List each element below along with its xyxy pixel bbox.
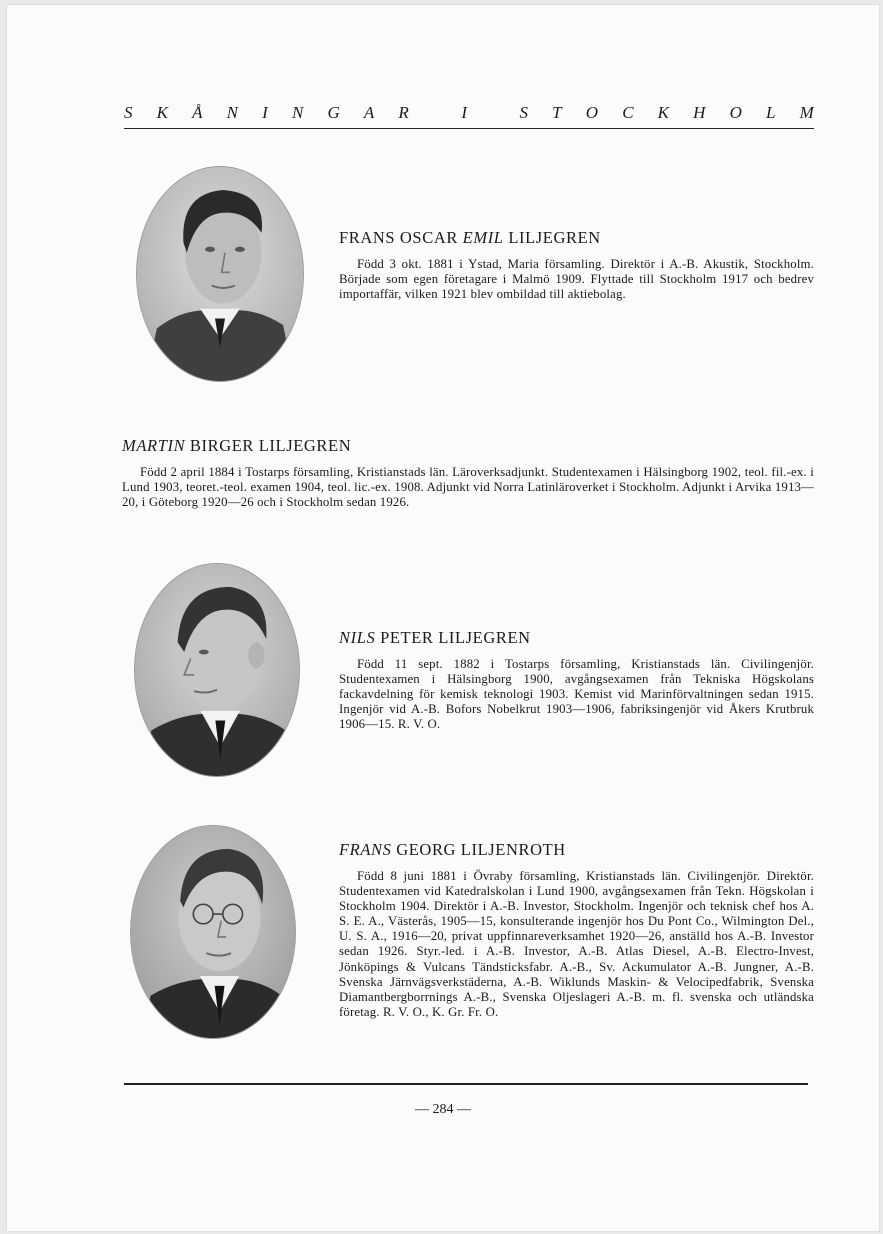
header-letter: T xyxy=(552,103,562,122)
header-letter: N xyxy=(291,103,304,122)
header-letter: K xyxy=(156,103,168,122)
name-part: FRANS OSCAR xyxy=(339,228,458,247)
name-part-italic: EMIL xyxy=(462,228,504,247)
biography-text: Född 3 okt. 1881 i Ystad, Maria församling. Direktör i A.-B. Akustik, Stockholm. Började som egen företagare i Malmö 1909. Flyttade till Stockholm 1917 och bedrev importaffär, vilken 1921 blev ombildad till aktiebolag. xyxy=(339,257,814,302)
header-letter: I xyxy=(461,103,467,122)
portrait-illustration xyxy=(131,826,295,1038)
header-space xyxy=(491,103,495,123)
biography-text: Född 11 sept. 1882 i Tostarps församling, Kristianstads län. Civilingenjör. Studentexamen i Hälsingborg 1900, avgångsexamen från Tekniska Högskolans fackavdelning för kemisk teknologi 1903. Kemist vid Marinförvaltningen sedan 1915. Ingenjör vid A.-B. Bofors Nobelkrut 1903—1906, fabriksingenjör vid Åkers Krutbruk 1906—15. R. V. O. xyxy=(339,657,814,732)
header-letter: H xyxy=(693,103,706,122)
header-letter: O xyxy=(729,103,742,122)
header-letter: R xyxy=(398,103,409,122)
biography-text: Född 2 april 1884 i Tostarps församling, Kristianstads län. Läroverksadjunkt. Studentexamen i Hälsingborg 1902, teol. fil.-ex. i Lund 1903, teoret.-teol. examen 1904, teol. lic.-ex. 1908. Adjunkt vid Norra Latinläroverket i Stockholm. Adjunkt i Arvika 1913—20, i Göteborg 1920—26 och i Stockholm sedan 1926. xyxy=(122,465,814,510)
name-part: LILJEGREN xyxy=(508,228,601,247)
header-letter: M xyxy=(799,103,814,122)
book-page xyxy=(6,4,880,1232)
person-name xyxy=(339,840,814,860)
header-space xyxy=(433,103,437,123)
name-part-italic: MARTIN xyxy=(122,436,186,455)
header-letter: C xyxy=(622,103,634,122)
header-letter: S xyxy=(124,103,133,122)
header-letter: A xyxy=(363,103,375,122)
person-name xyxy=(122,436,814,456)
biography-entry xyxy=(339,840,814,1020)
running-header xyxy=(124,103,814,123)
name-part: GEORG LILJENROTH xyxy=(396,840,566,859)
name-part-italic: NILS xyxy=(339,628,376,647)
header-letter: I xyxy=(262,103,268,122)
portrait-photo xyxy=(135,564,299,776)
header-letter: O xyxy=(585,103,599,122)
portrait-illustration xyxy=(137,167,303,381)
header-rule xyxy=(124,128,814,129)
name-part-italic: FRANS xyxy=(339,840,392,859)
name-part: PETER LILJEGREN xyxy=(380,628,531,647)
header-letter: S xyxy=(519,103,529,122)
person-name xyxy=(339,228,814,248)
header-letter: G xyxy=(327,103,340,122)
biography-entry xyxy=(339,228,814,302)
biography-text: Född 8 juni 1881 i Övraby församling, Kristianstads län. Civilingenjör. Direktör. Studentexamen vid Katedralskolan i Lund 1900, avgångsexamen från Tekn. Högskolan i Stockholm 1904. Direktör i A.-B. Investor, Stockholm. Ingenjör och teknisk chef hos A. S. E. A., Västerås, 1905—15, konsulterande ingenjör hos Du Pont Co., Wilmington Del., U. S. A., 1916—20, privat uppfinnareverksamhet 1920—26, anställd hos A.-B. Investor sedan 1926. Styr.-led. i A.-B. Investor, A.-B. Atlas Diesel, A.-B. Electro-Invest, Jönköpings & Vulcans Tändsticksfabr. A.-B., Sv. Ackumulator A.-B. Jungner, A.-B. Svenska Järnvägsverkstäderna, A.-B. Wiklunds Maskin- & Velocipedfabrik, Svenska Diamantbergborrnings A.-B., Svenska Oljeslageri A.-B. m. fl. svenska och utländska företag. R. V. O., K. Gr. Fr. O. xyxy=(339,869,814,1019)
biography-entry xyxy=(339,628,814,732)
header-letter: L xyxy=(766,103,776,122)
portrait-illustration xyxy=(135,564,299,776)
portrait-photo xyxy=(137,167,303,381)
header-letter: Å xyxy=(192,103,203,122)
person-name xyxy=(339,628,814,648)
footer-rule xyxy=(124,1083,808,1085)
biography-entry xyxy=(122,436,814,510)
portrait-photo xyxy=(131,826,295,1038)
header-letter: N xyxy=(226,103,238,122)
name-part: BIRGER LILJEGREN xyxy=(189,436,352,455)
page-number: — 284 — xyxy=(415,1102,471,1117)
header-letter: K xyxy=(657,103,670,122)
